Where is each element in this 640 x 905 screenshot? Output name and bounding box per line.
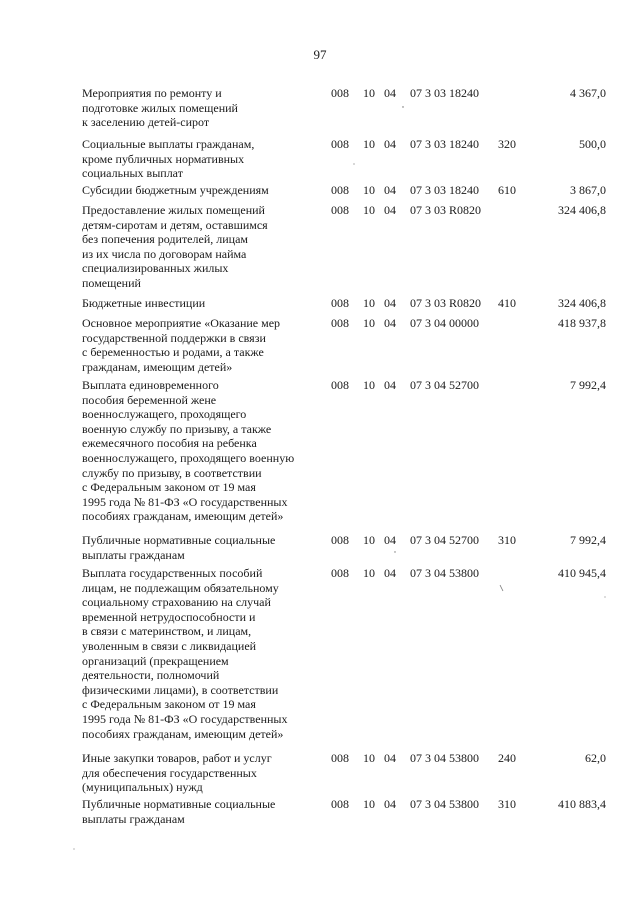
row-amount: 410 945,4 — [558, 566, 606, 580]
row-section-code: 10 — [363, 137, 375, 151]
scan-speck — [402, 106, 403, 107]
row-name: Публичные нормативные социальные выплаты гражданам — [82, 797, 276, 826]
row-amount: 418 937,8 — [558, 316, 606, 330]
row-amount: 500,0 — [579, 137, 606, 151]
row-amount: 7 992,4 — [570, 378, 606, 392]
row-name: Основное мероприятие «Оказание мер государственной поддержки в связи с беременностью и родами, а также гражданам, имеющим детей» — [82, 316, 281, 374]
row-expense-type-code: 320 — [498, 137, 516, 151]
row-subsection-code: 04 — [384, 86, 396, 100]
row-target-code: 07 3 03 R0820 — [410, 203, 482, 217]
scan-speck — [73, 848, 74, 849]
row-name: Публичные нормативные социальные выплаты гражданам — [82, 533, 276, 562]
scan-speck — [500, 585, 503, 591]
row-section-code: 10 — [363, 203, 375, 217]
row-subsection-code: 04 — [384, 751, 396, 765]
row-subsection-code: 04 — [384, 296, 396, 310]
row-ministry-code: 008 — [331, 378, 349, 392]
row-amount: 4 367,0 — [570, 86, 606, 100]
row-ministry-code: 008 — [331, 566, 349, 580]
row-expense-type-code: 610 — [498, 183, 516, 197]
row-ministry-code: 008 — [331, 533, 349, 547]
row-section-code: 10 — [363, 797, 375, 811]
row-name: Выплата государственных пособий лицам, не подлежащим обязательному социальному страхованию на случай временной нетрудоспособности и в связи с материнством, и лицам, уволенным в связи с ликвидацией организаций (прекращением деятельности, полномочий физическими лицами), в соответствии с Федеральным законом от 19 мая 1995 года № 81-ФЗ «О государственных пособиях гражданам, имеющим детей» — [82, 566, 288, 741]
row-target-code: 07 3 04 53800 — [410, 566, 479, 580]
row-subsection-code: 04 — [384, 797, 396, 811]
row-subsection-code: 04 — [384, 316, 396, 330]
row-target-code: 07 3 04 53800 — [410, 797, 479, 811]
row-target-code: 07 3 04 53800 — [410, 751, 479, 765]
row-amount: 324 406,8 — [558, 203, 606, 217]
row-expense-type-code: 310 — [498, 533, 516, 547]
row-subsection-code: 04 — [384, 203, 396, 217]
row-name: Субсидии бюджетным учреждениям — [82, 183, 269, 197]
scan-speck — [353, 163, 354, 164]
row-amount: 324 406,8 — [558, 296, 606, 310]
row-ministry-code: 008 — [331, 296, 349, 310]
row-target-code: 07 3 04 52700 — [410, 533, 479, 547]
row-section-code: 10 — [363, 533, 375, 547]
row-name: Мероприятия по ремонту и подготовке жилых помещений к заселению детей-сирот — [82, 86, 238, 130]
row-ministry-code: 008 — [331, 86, 349, 100]
row-amount: 410 883,4 — [558, 797, 606, 811]
row-ministry-code: 008 — [331, 751, 349, 765]
row-name: Бюджетные инвестиции — [82, 296, 206, 310]
row-ministry-code: 008 — [331, 137, 349, 151]
row-name: Иные закупки товаров, работ и услуг для обеспечения государственных (муниципальных) нужд — [82, 751, 272, 795]
row-target-code: 07 3 03 18240 — [410, 183, 479, 197]
row-name: Социальные выплаты гражданам, кроме публичных нормативных социальных выплат — [82, 137, 255, 181]
row-expense-type-code: 310 — [498, 797, 516, 811]
row-ministry-code: 008 — [331, 316, 349, 330]
row-target-code: 07 3 03 18240 — [410, 86, 479, 100]
row-section-code: 10 — [363, 296, 375, 310]
row-section-code: 10 — [363, 378, 375, 392]
row-amount: 3 867,0 — [570, 183, 606, 197]
row-target-code: 07 3 04 52700 — [410, 378, 479, 392]
scan-speck — [604, 596, 605, 597]
row-section-code: 10 — [363, 316, 375, 330]
row-subsection-code: 04 — [384, 533, 396, 547]
row-section-code: 10 — [363, 751, 375, 765]
row-expense-type-code: 240 — [498, 751, 516, 765]
row-subsection-code: 04 — [384, 183, 396, 197]
row-subsection-code: 04 — [384, 378, 396, 392]
row-ministry-code: 008 — [331, 183, 349, 197]
row-amount: 7 992,4 — [570, 533, 606, 547]
row-section-code: 10 — [363, 566, 375, 580]
row-section-code: 10 — [363, 86, 375, 100]
row-target-code: 07 3 04 00000 — [410, 316, 479, 330]
row-subsection-code: 04 — [384, 566, 396, 580]
row-ministry-code: 008 — [331, 203, 349, 217]
row-subsection-code: 04 — [384, 137, 396, 151]
row-expense-type-code: 410 — [498, 296, 516, 310]
row-amount: 62,0 — [585, 751, 606, 765]
row-section-code: 10 — [363, 183, 375, 197]
row-target-code: 07 3 03 18240 — [410, 137, 479, 151]
row-ministry-code: 008 — [331, 797, 349, 811]
row-name: Выплата единовременного пособия беременной жене военнослужащего, проходящего военную службу по призыву, а также ежемесячного пособия на ребенка военнослужащего, проходящего военную службу по призыву, в соответствии с Федеральным законом от 19 мая 1995 года № 81-ФЗ «О государственных пособиях гражданам, имеющим детей» — [82, 378, 295, 524]
scan-speck — [394, 551, 395, 552]
row-target-code: 07 3 03 R0820 — [410, 296, 482, 310]
page-number: 97 — [313, 47, 327, 62]
row-name: Предоставление жилых помещений детям-сиротам и детям, оставшимся без попечения родителей, лицам из их числа по договорам найма специализированных жилых помещений — [82, 203, 268, 290]
